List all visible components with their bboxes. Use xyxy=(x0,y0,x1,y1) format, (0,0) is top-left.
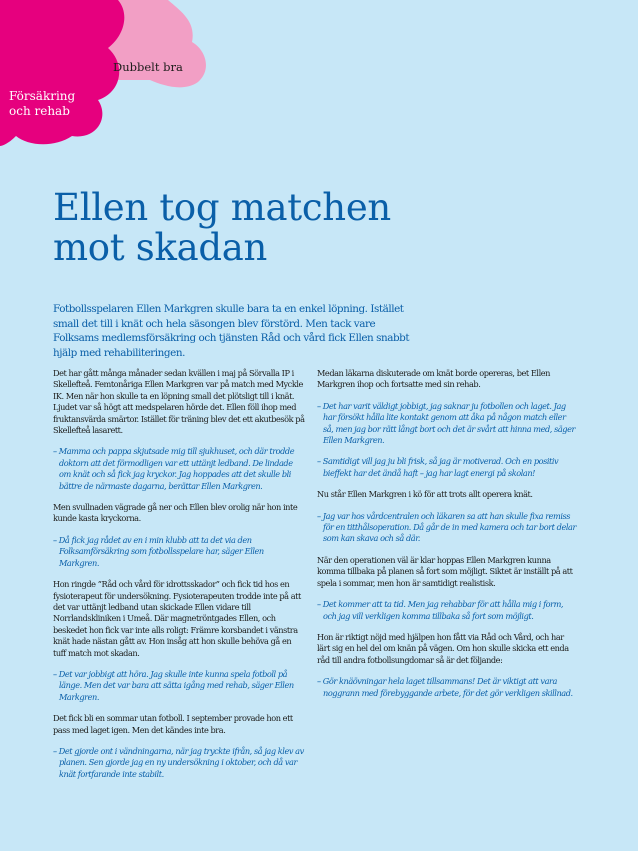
quote-paragraph: – Mamma och pappa skjutsade mig till sjukhuset, och där trodde doktorn att det förmodligen var ett uttänjt ledband. De lindade om knät och så fick jag kryckor. Jag hoppades att det skulle bli bättre de närmaste dagarna, berättar Ellen Markgren. xyxy=(53,446,295,491)
paragraph: Nu står Ellen Markgren i kö för att trots allt operera knät. xyxy=(317,489,533,500)
quote-paragraph: – Samtidigt vill jag ju bli frisk, så jag är motiverad. Och en positiv bieffekt har det ändå haft – jag har lagt energi på skolan! xyxy=(317,456,559,478)
article-column-left xyxy=(53,368,305,790)
paragraph: När den operationen väl är klar hoppas Ellen Markgren kunna komma tillbaka på planen så fort som möjligt. Siktet är inställt på att spela i sommar, men hon är samtidigt realistisk. xyxy=(317,554,573,588)
paragraph: Det har gått många månader sedan kvällen i maj på Sörvalla IP i Skellefteå. Femtonåriga Ellen Markgren var på match med Myckle IK. Men när hon skulle ta en löpning small det plötsligt till i knät. Ljudet var så högt att medspelaren hörde det. Ellen föll ihop med fruktansvärda smärtor. Istället för träning blev det ett akutbesök på Skellefteå lasarett. xyxy=(53,368,305,436)
paragraph: Men svullnaden vägrade gå ner och Ellen blev orolig när hon inte kunde kasta kryckorna. xyxy=(53,502,298,524)
paragraph: Hon är riktigt nöjd med hjälpen hon fått via Råd och Vård, och har lärt sig en hel del om knän på vägen. Om hon skulle skicka ett enda råd till andra fotbollsungdomar så är det följande: xyxy=(317,631,569,665)
quote-paragraph: – Jag var hos vårdcentralen och läkaren sa att han skulle fixa remiss för en titthålsoperation. Då går de in med kamera och tar bort delar som kan skava och så där. xyxy=(317,510,576,544)
paragraph: Det fick bli en sommar utan fotboll. I september provade hon ett pass med laget igen. Men det kändes inte bra. xyxy=(53,713,293,735)
paragraph: Hon ringde ”Råd och vård för idrottsskador” och fick tid hos en fysioterapeut för undersökning. Fysioterapeuten trodde inte på att det var uttänjt ledband utan skickade Ellen vidare till Norrlandskliniken i Umeå. Där magnetröntgades Ellen, och beskedet hon fick var inte alls roligt: Främre korsbandet i vänstra knät hade nästan gått av. Hon insåg att hon skulle behöva gå en tuff match mot skadan. xyxy=(53,579,301,658)
quote-paragraph: – Det kommer att ta tid. Men jag rehabbar för att hålla mig i form, och jag vill verkligen komma tillbaka så fort som möjligt. xyxy=(317,599,564,621)
section-label-line2: och rehab xyxy=(9,104,70,118)
quote-paragraph: – Det har varit väldigt jobbigt, jag saknar ju fotbollen och laget. Jag har försökt hålla lite kontakt genom att åka på någon match eller så, men jag bor rätt långt bort och det är svårt att hinna med, säger Ellen Markgren. xyxy=(317,400,575,446)
section-label xyxy=(9,89,75,119)
quote-paragraph: – Det gjorde ont i vändningarna, när jag tryckte ifrån, så jag klev av planen. Sen gjorde jag en ny undersökning i oktober, och då var knät fortfarande inte stabilt. xyxy=(53,745,304,779)
article-title-line2: mot skadan xyxy=(53,226,268,269)
section-sub-label: Dubbelt bra xyxy=(113,60,183,74)
article-column-right xyxy=(317,368,577,709)
article-title xyxy=(53,188,391,268)
section-label-line1: Försäkring xyxy=(9,89,76,103)
article-title-line1: Ellen tog matchen xyxy=(53,186,391,229)
paragraph: Medan läkarna diskuterade om knät borde opereras, bet Ellen Markgren ihop och fortsatte med sin rehab. xyxy=(317,368,550,390)
quote-paragraph: – Gör knäövningar hela laget tillsammans! Det är viktigt att vara noggrann med förebyggande arbete, för det gör verkligen skillnad. xyxy=(317,676,573,698)
quote-paragraph: – Då fick jag rådet av en i min klubb att ta det via den Folksamförsäkring som fotbollsspelare har, säger Ellen Markgren. xyxy=(53,534,264,568)
article-lead: Fotbollsspelaren Ellen Markgren skulle bara ta en enkel löpning. Istället small det till i knät och hela säsongen blev förstörd. Men tack vare Folksams medlemsförsäkring och tjänsten Råd och vård fick Ellen snabbt hjälp med rehabiliteringen. xyxy=(53,303,410,359)
quote-paragraph: – Det var jobbigt att höra. Jag skulle inte kunna spela fotboll på länge. Men det var bara att sätta igång med rehab, säger Ellen Markgren. xyxy=(53,668,294,702)
section-cloud-graphic xyxy=(0,0,215,150)
